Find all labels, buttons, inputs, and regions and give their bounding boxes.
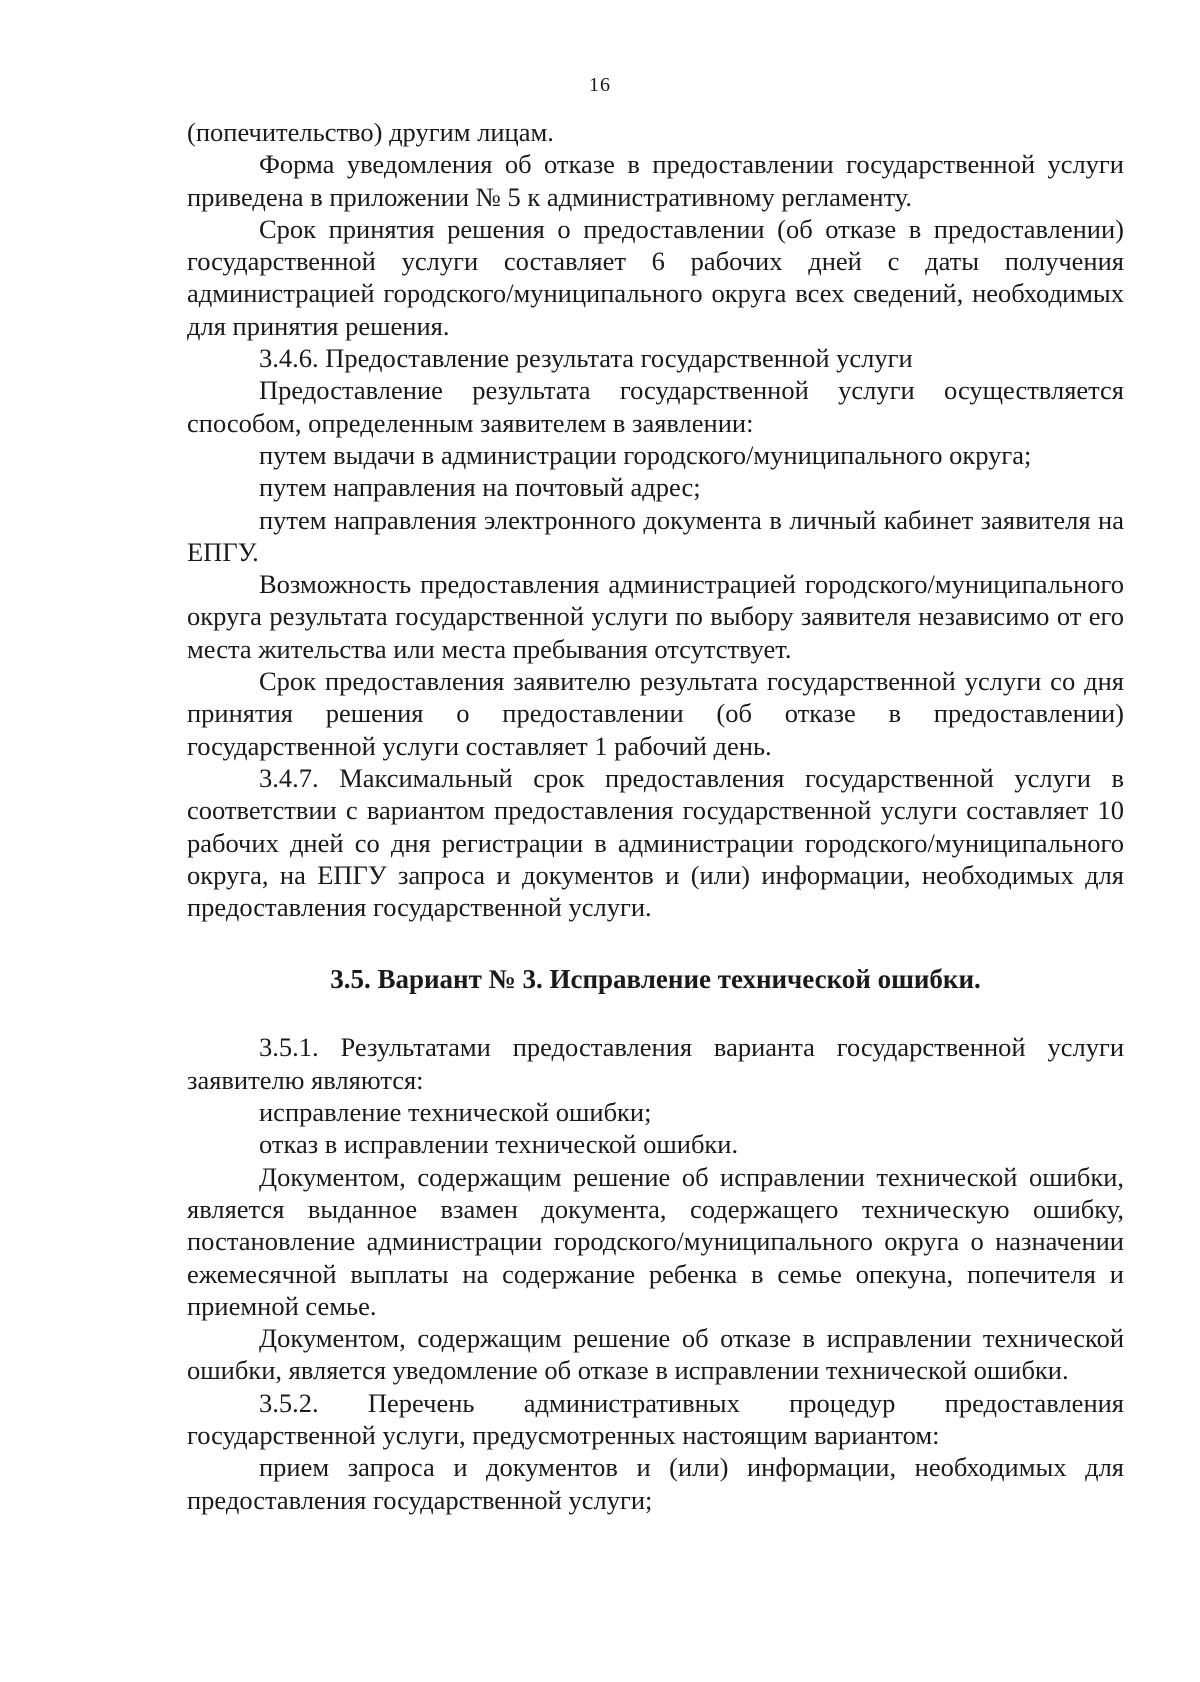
paragraphs-before <box>187 116 1124 923</box>
paragraph: Возможность предоставления администрацией городского/муниципального округа результата государственной услуги по выбору заявителя независимо от его места жительства или места пребывания отсутствует. <box>187 569 1124 664</box>
paragraph: Предоставление результата государственной услуги осуществляется способом, определенным заявителем в заявлении: <box>187 375 1124 438</box>
paragraph: Документом, содержащим решение об отказе в исправлении технической ошибки, является уведомление об отказе в исправлении технической ошибки. <box>187 1323 1124 1386</box>
paragraph: Срок принятия решения о предоставлении (об отказе в предоставлении) государственной услуги составляет 6 рабочих дней с даты получения администрацией городского/муниципального округа всех сведений, необходимых для принятия решения. <box>187 213 1124 341</box>
list-item: прием запроса и документов и (или) информации, необходимых для предоставления государственной услуги; <box>187 1452 1124 1515</box>
paragraph: Форма уведомления об отказе в предоставлении государственной услуги приведена в приложении № 5 к административному регламенту. <box>187 149 1124 212</box>
paragraph: 3.5.1. Результатами предоставления варианта государственной услуги заявителю являются: <box>187 1032 1124 1095</box>
list-item: путем направления электронного документа в личный кабинет заявителя на ЕПГУ. <box>187 504 1124 567</box>
document-body <box>187 116 1124 1516</box>
paragraphs-after <box>187 1031 1124 1515</box>
list-item: отказ в исправлении технической ошибки. <box>259 1129 739 1160</box>
paragraph: Документом, содержащим решение об исправлении технической ошибки, является выданное взамен документа, содержащего техническую ошибку, постановление администрации городского/муниципального округа о назначении ежемесячной выплаты на содержание ребенка в семье опекуна, попечителя и приемной семье. <box>187 1161 1124 1321</box>
paragraph: 3.5.2. Перечень административных процедур предоставления государственной услуги, предусмотренных настоящим вариантом: <box>187 1387 1124 1450</box>
list-item: исправление технической ошибки; <box>259 1097 652 1128</box>
paragraph: Срок предоставления заявителю результата государственной услуги со дня принятия решения о предоставлении (об отказе в предоставлении) государственной услуги составляет 1 рабочий день. <box>187 666 1124 761</box>
list-item: путем выдачи в администрации городского/муниципального округа; <box>259 439 1032 470</box>
section-heading: 3.5. Вариант № 3. Исправление технической ошибки. <box>330 964 981 995</box>
paragraph: (попечительство) другим лицам. <box>187 117 554 147</box>
list-item: путем направления на почтовый адрес; <box>259 472 701 503</box>
page-number: 16 <box>589 74 611 96</box>
paragraph: 3.4.7. Максимальный срок предоставления государственной услуги в соответствии с вариантом предоставления государственной услуги составляет 10 рабочих дней со дня регистрации в администрации городского/муниципального округа, на ЕПГУ запроса и документов и (или) информации, необходимых для предоставления государственной услуги. <box>187 762 1124 923</box>
paragraph-subsection-title: 3.4.6. Предоставление результата государственной услуги <box>259 343 913 374</box>
